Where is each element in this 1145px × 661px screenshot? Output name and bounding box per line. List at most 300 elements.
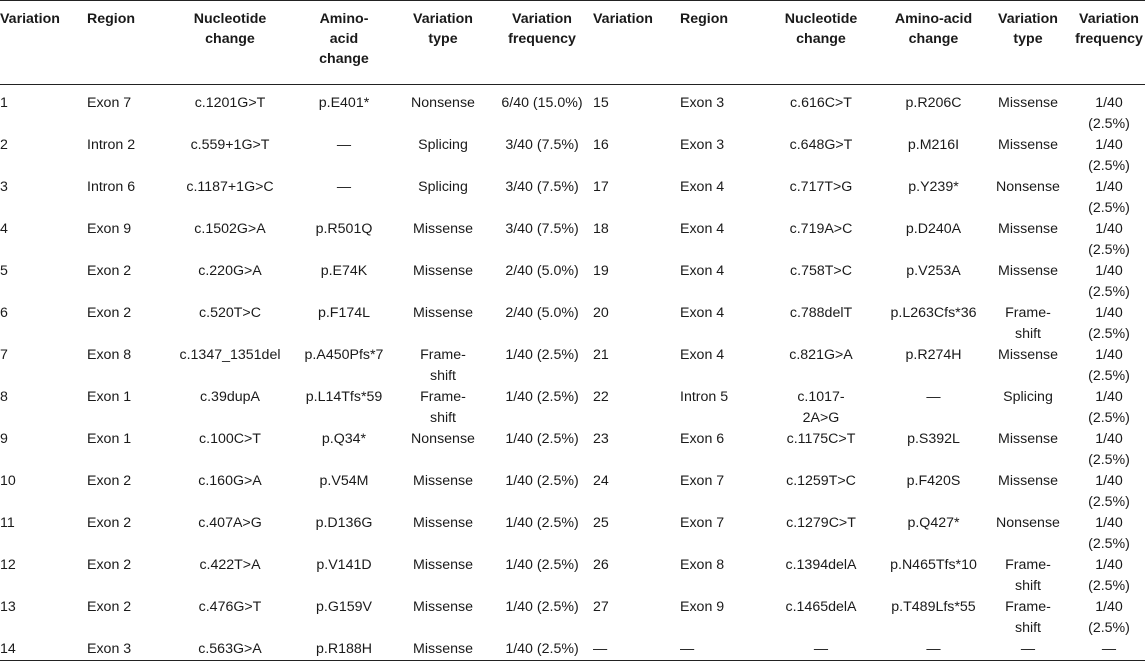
cell-text: c.648G>T xyxy=(789,137,853,153)
header-amino-acid-change-right xyxy=(886,1,983,85)
cell-text: Exon 3 xyxy=(680,95,725,111)
cell-variation xyxy=(0,135,87,177)
cell-variation xyxy=(0,555,87,597)
cell-variation-frequency xyxy=(493,303,593,345)
cell-text: Missense xyxy=(998,263,1058,279)
cell-variation-frequency xyxy=(1075,85,1145,136)
cell-text: — xyxy=(336,137,352,153)
header-variation-frequency-left xyxy=(493,1,593,85)
cell-text: 16 xyxy=(593,137,609,153)
cell-text: 21 xyxy=(593,347,609,363)
cell-text: — xyxy=(680,641,695,657)
cell-text: c.220G>A xyxy=(198,263,262,279)
cell-text: Missense xyxy=(998,221,1058,237)
cell-nucleotide-change xyxy=(167,177,295,219)
cell-text: c.1017- xyxy=(797,389,845,405)
cell-variation-frequency xyxy=(493,555,593,597)
cell-region xyxy=(87,513,167,555)
cell-variation-frequency xyxy=(493,471,593,513)
cell-text: 1/40 (2.5%) xyxy=(1088,179,1130,216)
cell-text: 8 xyxy=(0,389,8,405)
cell-amino-acid-change xyxy=(295,177,395,219)
cell-region xyxy=(87,555,167,597)
cell-text: p.A450Pfs*7 xyxy=(304,347,384,363)
cell-text: Exon 4 xyxy=(680,221,725,237)
header-text: Variation xyxy=(512,11,572,27)
header-variation-right xyxy=(593,1,680,85)
cell-region xyxy=(680,177,758,219)
cell-variation xyxy=(593,597,680,639)
cell-text: shift xyxy=(1014,578,1042,594)
header-variation-frequency-right xyxy=(1075,1,1145,85)
cell-amino-acid-change xyxy=(295,387,395,429)
cell-text: p.V253A xyxy=(906,263,961,279)
header-amino-acid-change-left xyxy=(295,1,395,85)
cell-text: Frame- xyxy=(420,347,466,363)
cell-variation-frequency xyxy=(1075,597,1145,639)
cell-amino-acid-change xyxy=(886,219,983,261)
cell-text: 9 xyxy=(0,431,8,447)
cell-amino-acid-change xyxy=(295,303,395,345)
cell-amino-acid-change xyxy=(295,345,395,387)
cell-variation-type xyxy=(983,177,1075,219)
cell-variation-frequency xyxy=(1075,219,1145,261)
cell-text: Splicing xyxy=(418,137,468,153)
cell-text: 1/40 (2.5%) xyxy=(1088,473,1130,510)
header-row xyxy=(0,1,1145,85)
cell-text: 2/40 (5.0%) xyxy=(505,305,579,321)
cell-text: shift xyxy=(1014,326,1042,342)
cell-variation-frequency xyxy=(1075,471,1145,513)
cell-variation-type xyxy=(395,135,493,177)
cell-region xyxy=(87,303,167,345)
header-text: Nucleotide xyxy=(193,11,267,27)
cell-variation xyxy=(0,513,87,555)
cell-amino-acid-change xyxy=(886,135,983,177)
cell-amino-acid-change xyxy=(886,555,983,597)
table-row xyxy=(0,177,1145,219)
cell-text: c.717T>G xyxy=(789,179,853,195)
cell-variation-frequency xyxy=(493,177,593,219)
cell-amino-acid-change xyxy=(886,471,983,513)
cell-nucleotide-change xyxy=(167,135,295,177)
cell-text: Nonsense xyxy=(411,431,475,447)
cell-region xyxy=(87,429,167,471)
cell-text: 1/40 (2.5%) xyxy=(1088,599,1130,636)
cell-region xyxy=(680,219,758,261)
cell-amino-acid-change xyxy=(295,513,395,555)
table-row xyxy=(0,471,1145,513)
cell-variation-frequency xyxy=(493,597,593,639)
cell-text: c.1502G>A xyxy=(194,221,266,237)
cell-text: 27 xyxy=(593,599,609,615)
cell-variation xyxy=(593,471,680,513)
cell-variation-type xyxy=(983,597,1075,639)
cell-variation-frequency xyxy=(493,345,593,387)
cell-nucleotide-change xyxy=(758,471,886,513)
cell-amino-acid-change xyxy=(886,345,983,387)
header-variation-type-right xyxy=(983,1,1075,85)
cell-text: p.E74K xyxy=(320,263,368,279)
cell-text: Intron 2 xyxy=(87,137,136,153)
cell-nucleotide-change xyxy=(758,303,886,345)
cell-text: 17 xyxy=(593,179,609,195)
cell-variation xyxy=(0,85,87,136)
cell-text: 1/40 (2.5%) xyxy=(1088,389,1130,426)
cell-region xyxy=(87,471,167,513)
cell-variation xyxy=(0,303,87,345)
cell-variation xyxy=(0,471,87,513)
cell-amino-acid-change xyxy=(886,177,983,219)
cell-text: Exon 4 xyxy=(680,179,725,195)
cell-text: Missense xyxy=(413,515,473,531)
cell-text: Missense xyxy=(998,137,1058,153)
cell-variation xyxy=(0,261,87,303)
cell-variation-type xyxy=(983,85,1075,136)
cell-variation-frequency xyxy=(493,135,593,177)
cell-text: 22 xyxy=(593,389,609,405)
header-text: frequency xyxy=(508,31,576,47)
cell-amino-acid-change xyxy=(886,639,983,661)
cell-text: Intron 6 xyxy=(87,179,136,195)
cell-text: shift xyxy=(1014,620,1042,636)
cell-text: c.476G>T xyxy=(198,599,262,615)
cell-text: Exon 8 xyxy=(680,557,725,573)
cell-text: 19 xyxy=(593,263,609,279)
cell-text: Exon 2 xyxy=(87,599,132,615)
cell-text: p.L263Cfs*36 xyxy=(890,305,977,321)
cell-region xyxy=(680,429,758,471)
cell-amino-acid-change xyxy=(295,429,395,471)
cell-variation-type xyxy=(395,177,493,219)
cell-variation-frequency xyxy=(493,85,593,136)
cell-text: Intron 5 xyxy=(680,389,729,405)
table-row xyxy=(0,303,1145,345)
cell-nucleotide-change xyxy=(758,387,886,429)
header-text: Region xyxy=(87,11,136,27)
cell-amino-acid-change xyxy=(295,597,395,639)
cell-amino-acid-change xyxy=(886,387,983,429)
table-row xyxy=(0,261,1145,303)
cell-text: 1/40 (2.5%) xyxy=(1088,95,1130,132)
cell-text: Frame- xyxy=(1005,599,1051,615)
cell-text: p.Y239* xyxy=(908,179,959,195)
cell-text: p.R274H xyxy=(905,347,962,363)
cell-variation-frequency xyxy=(1075,555,1145,597)
cell-text: — xyxy=(336,179,352,195)
cell-variation-type xyxy=(395,471,493,513)
cell-text: — xyxy=(593,641,608,657)
cell-text: p.G159V xyxy=(315,599,372,615)
cell-text: c.1175C>T xyxy=(786,431,856,447)
cell-region xyxy=(680,261,758,303)
cell-text: 11 xyxy=(0,515,15,531)
cell-variation-frequency xyxy=(1075,513,1145,555)
cell-variation-frequency xyxy=(1075,135,1145,177)
cell-nucleotide-change xyxy=(167,85,295,136)
cell-region xyxy=(87,85,167,136)
cell-text: — xyxy=(1101,641,1117,657)
cell-variation-type xyxy=(395,387,493,429)
cell-text: 24 xyxy=(593,473,609,489)
cell-text: 12 xyxy=(0,557,16,573)
header-nucleotide-change-right xyxy=(758,1,886,85)
cell-variation-frequency xyxy=(1075,387,1145,429)
cell-text: c.559+1G>T xyxy=(190,137,270,153)
header-text: change xyxy=(319,51,369,67)
cell-text: Exon 7 xyxy=(87,95,132,111)
cell-text: — xyxy=(1020,641,1036,657)
cell-variation xyxy=(593,261,680,303)
cell-text: p.R188H xyxy=(316,641,372,657)
cell-region xyxy=(680,303,758,345)
cell-nucleotide-change xyxy=(758,135,886,177)
cell-variation xyxy=(593,219,680,261)
cell-nucleotide-change xyxy=(758,345,886,387)
cell-variation xyxy=(0,639,87,661)
cell-region xyxy=(87,177,167,219)
cell-nucleotide-change xyxy=(758,177,886,219)
cell-text: c.719A>C xyxy=(789,221,853,237)
cell-text: p.T489Lfs*55 xyxy=(891,599,976,615)
cell-text: p.S392L xyxy=(907,431,960,447)
header-nucleotide-change-left xyxy=(167,1,295,85)
cell-text: 1/40 (2.5%) xyxy=(505,347,579,363)
cell-variation xyxy=(593,555,680,597)
cell-text: 2/40 (5.0%) xyxy=(505,263,579,279)
cell-text: 13 xyxy=(0,599,16,615)
cell-variation xyxy=(593,429,680,471)
cell-text: p.D136G xyxy=(315,515,373,531)
cell-text: 26 xyxy=(593,557,609,573)
table-row xyxy=(0,219,1145,261)
cell-nucleotide-change xyxy=(167,555,295,597)
header-text: change xyxy=(796,31,846,47)
cell-text: p.M216I xyxy=(907,137,960,153)
cell-text: p.R501Q xyxy=(315,221,373,237)
cell-region xyxy=(680,513,758,555)
cell-variation-frequency xyxy=(493,513,593,555)
cell-text: 1/40 (2.5%) xyxy=(505,641,579,657)
cell-text: 25 xyxy=(593,515,609,531)
cell-amino-acid-change xyxy=(886,597,983,639)
table-body xyxy=(0,85,1145,661)
cell-text: 2A>G xyxy=(802,410,840,426)
cell-variation xyxy=(0,429,87,471)
cell-nucleotide-change xyxy=(167,261,295,303)
cell-variation-type xyxy=(395,639,493,661)
cell-text: 7 xyxy=(0,347,8,363)
cell-amino-acid-change xyxy=(886,85,983,136)
cell-variation-type xyxy=(983,303,1075,345)
cell-text: c.758T>C xyxy=(790,263,852,279)
header-region-left xyxy=(87,1,167,85)
cell-text: 1/40 (2.5%) xyxy=(1088,431,1130,468)
table-row xyxy=(0,429,1145,471)
cell-text: 1/40 (2.5%) xyxy=(505,473,579,489)
cell-variation xyxy=(593,387,680,429)
header-text: acid xyxy=(329,31,359,47)
cell-variation-type xyxy=(983,387,1075,429)
cell-text: c.422T>A xyxy=(199,557,261,573)
cell-text: c.563G>A xyxy=(198,641,262,657)
cell-variation-type xyxy=(983,639,1075,661)
table-row xyxy=(0,555,1145,597)
cell-text: c.1394delA xyxy=(785,557,857,573)
cell-text: 1/40 (2.5%) xyxy=(505,599,579,615)
cell-text: Exon 7 xyxy=(680,515,725,531)
cell-text: Frame- xyxy=(1005,557,1051,573)
cell-text: Exon 2 xyxy=(87,305,132,321)
cell-text: 3/40 (7.5%) xyxy=(505,221,579,237)
cell-variation xyxy=(593,177,680,219)
header-region-right xyxy=(680,1,758,85)
cell-text: 4 xyxy=(0,221,8,237)
cell-variation-type xyxy=(395,555,493,597)
cell-region xyxy=(680,345,758,387)
cell-nucleotide-change xyxy=(167,219,295,261)
cell-text: c.520T>C xyxy=(199,305,261,321)
cell-text: 1/40 (2.5%) xyxy=(505,515,579,531)
cell-variation-frequency xyxy=(1075,177,1145,219)
cell-variation xyxy=(593,639,680,661)
header-text: Variation xyxy=(1079,11,1139,27)
cell-text: Nonsense xyxy=(996,515,1060,531)
cell-text: Missense xyxy=(998,347,1058,363)
cell-amino-acid-change xyxy=(295,261,395,303)
header-variation-type-left xyxy=(395,1,493,85)
cell-variation xyxy=(593,513,680,555)
cell-text: Exon 4 xyxy=(680,305,725,321)
header-text: Variation xyxy=(413,11,473,27)
cell-amino-acid-change xyxy=(295,85,395,136)
cell-nucleotide-change xyxy=(167,471,295,513)
cell-amino-acid-change xyxy=(295,135,395,177)
table-header xyxy=(0,1,1145,85)
header-text: Variation xyxy=(0,11,60,27)
cell-text: p.N465Tfs*10 xyxy=(890,557,977,573)
cell-region xyxy=(680,639,758,661)
header-text: Nucleotide xyxy=(784,11,858,27)
cell-variation xyxy=(0,177,87,219)
cell-region xyxy=(680,387,758,429)
cell-amino-acid-change xyxy=(295,219,395,261)
cell-text: c.788delT xyxy=(789,305,853,321)
cell-variation-type xyxy=(395,345,493,387)
cell-variation-type xyxy=(395,261,493,303)
cell-text: c.407A>G xyxy=(198,515,262,531)
cell-text: 1/40 (2.5%) xyxy=(505,431,579,447)
cell-text: Missense xyxy=(413,221,473,237)
cell-nucleotide-change xyxy=(167,345,295,387)
cell-text: Exon 4 xyxy=(680,263,725,279)
header-variation-left xyxy=(0,1,87,85)
cell-variation-frequency xyxy=(1075,345,1145,387)
cell-region xyxy=(680,597,758,639)
table-row xyxy=(0,135,1145,177)
cell-text: 10 xyxy=(0,473,16,489)
cell-text: Splicing xyxy=(418,179,468,195)
cell-variation xyxy=(0,345,87,387)
cell-amino-acid-change xyxy=(886,429,983,471)
cell-text: Exon 4 xyxy=(680,347,725,363)
cell-nucleotide-change xyxy=(167,387,295,429)
cell-amino-acid-change xyxy=(886,513,983,555)
cell-text: c.821G>A xyxy=(789,347,853,363)
cell-text: 14 xyxy=(0,641,16,657)
table-row xyxy=(0,387,1145,429)
table-row xyxy=(0,639,1145,661)
cell-text: Exon 2 xyxy=(87,515,132,531)
cell-nucleotide-change xyxy=(758,85,886,136)
table-row xyxy=(0,513,1145,555)
cell-text: p.R206C xyxy=(905,95,962,111)
cell-text: Missense xyxy=(998,473,1058,489)
cell-region xyxy=(680,85,758,136)
cell-text: Missense xyxy=(413,557,473,573)
header-text: type xyxy=(1013,31,1043,47)
cell-text: Exon 1 xyxy=(87,431,132,447)
cell-text: Exon 8 xyxy=(87,347,132,363)
cell-text: 2 xyxy=(0,137,8,153)
cell-text: Missense xyxy=(413,473,473,489)
cell-text: 6 xyxy=(0,305,8,321)
table-row xyxy=(0,345,1145,387)
cell-text: c.1201G>T xyxy=(194,95,266,111)
table-row xyxy=(0,597,1145,639)
cell-text: 23 xyxy=(593,431,609,447)
header-text: Region xyxy=(680,11,729,27)
cell-nucleotide-change xyxy=(167,429,295,471)
cell-text: c.39dupA xyxy=(200,389,260,405)
cell-text: Frame- xyxy=(420,389,466,405)
cell-text: Exon 9 xyxy=(680,599,725,615)
cell-text: p.E401* xyxy=(318,95,370,111)
cell-text: Frame- xyxy=(1005,305,1051,321)
cell-text: 18 xyxy=(593,221,609,237)
cell-nucleotide-change xyxy=(758,429,886,471)
cell-text: Nonsense xyxy=(411,95,475,111)
cell-variation-frequency xyxy=(493,639,593,661)
header-text: frequency xyxy=(1075,31,1143,47)
cell-text: 1/40 (2.5%) xyxy=(505,389,579,405)
cell-nucleotide-change xyxy=(758,639,886,661)
header-text: Variation xyxy=(998,11,1058,27)
cell-variation-type xyxy=(395,219,493,261)
cell-text: Splicing xyxy=(1003,389,1053,405)
cell-text: p.V141D xyxy=(316,557,372,573)
cell-text: c.616C>T xyxy=(790,95,852,111)
cell-variation-type xyxy=(983,429,1075,471)
cell-variation xyxy=(0,387,87,429)
cell-region xyxy=(87,597,167,639)
cell-text: c.1187+1G>C xyxy=(186,179,274,195)
cell-text: c.1347_1351del xyxy=(179,347,281,363)
cell-amino-acid-change xyxy=(886,303,983,345)
cell-variation-frequency xyxy=(1075,429,1145,471)
cell-text: 1/40 (2.5%) xyxy=(1088,515,1130,552)
cell-text: Missense xyxy=(998,95,1058,111)
cell-text: Exon 3 xyxy=(680,137,725,153)
cell-variation-frequency xyxy=(493,219,593,261)
cell-text: shift xyxy=(429,410,457,426)
cell-text: p.L14Tfs*59 xyxy=(305,389,383,405)
cell-text: 6/40 (15.0%) xyxy=(501,95,583,111)
cell-text: — xyxy=(813,641,829,657)
cell-variation-type xyxy=(983,135,1075,177)
cell-text: — xyxy=(926,389,941,405)
cell-nucleotide-change xyxy=(167,639,295,661)
